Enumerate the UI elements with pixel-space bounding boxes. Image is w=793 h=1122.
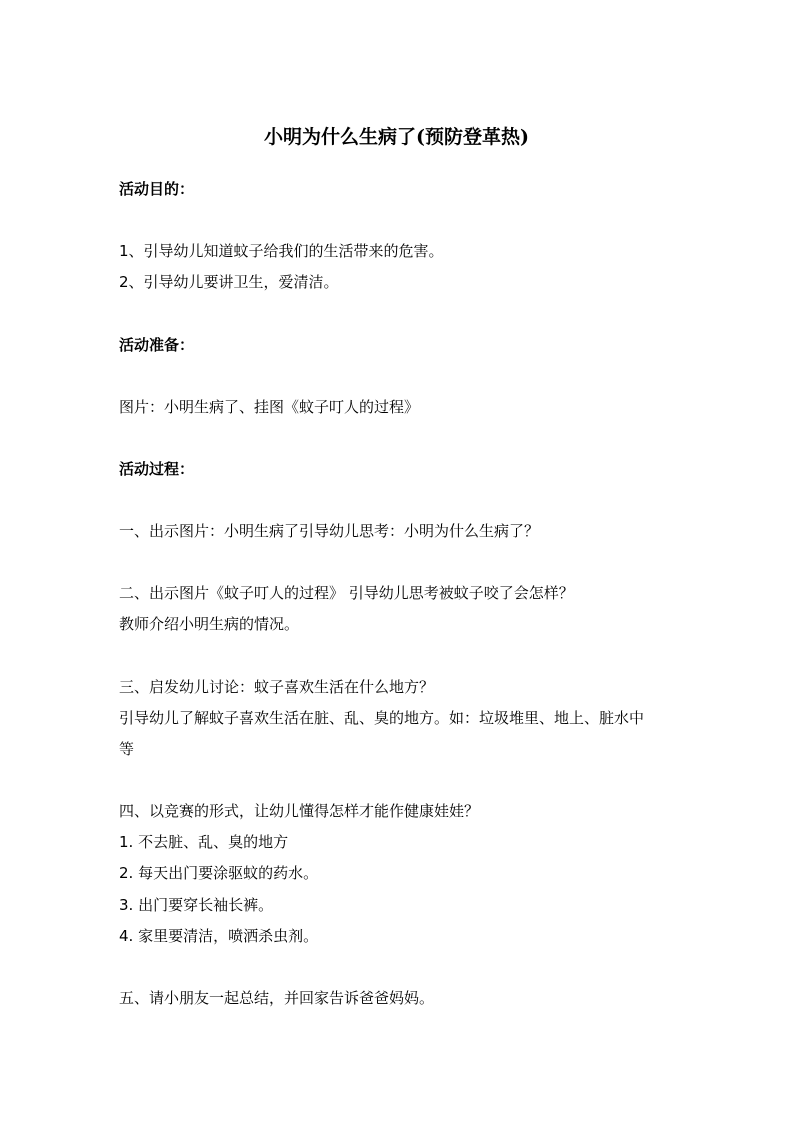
step-4-item: 2. 每天出门要涂驱蚊的药水。 <box>119 864 319 882</box>
process-heading: 活动过程： <box>119 460 195 478</box>
goal-item: 2、引导幼儿要讲卫生，爱清洁。 <box>119 273 339 291</box>
process-step-3-detail: 引导幼儿了解蚊子喜欢生活在脏、乱、臭的地方。如：垃圾堆里、地上、脏水中 <box>119 709 645 727</box>
process-step-3: 三、启发幼儿讨论：蚊子喜欢生活在什么地方？ <box>119 678 435 696</box>
step-4-item: 4. 家里要清洁，喷洒杀虫剂。 <box>119 927 319 945</box>
goal-item: 1、引导幼儿知道蚊子给我们的生活带来的危害。 <box>119 242 444 260</box>
document-title: 小明为什么生病了(预防登革热) <box>264 126 529 148</box>
process-step-1: 一、出示图片：小明生病了引导幼儿思考：小明为什么生病了？ <box>119 522 540 540</box>
preparation-text: 图片：小明生病了、挂图《蚊子叮人的过程》 <box>119 398 420 416</box>
process-step-4: 四、以竞赛的形式，让幼儿懂得怎样才能作健康娃娃？ <box>119 802 480 820</box>
preparation-heading: 活动准备： <box>119 336 195 354</box>
goals-heading: 活动目的： <box>119 180 195 198</box>
step-4-item: 3. 出门要穿长袖长裤。 <box>119 896 274 914</box>
process-step-3-detail-cont: 等 <box>119 740 135 758</box>
process-step-2-detail: 教师介绍小明生病的情况。 <box>119 615 300 633</box>
step-4-item: 1. 不去脏、乱、臭的地方 <box>119 833 289 851</box>
process-step-2: 二、出示图片《蚊子叮人的过程》 引导幼儿思考被蚊子咬了会怎样？ <box>119 584 574 602</box>
process-step-5: 五、请小朋友一起总结，并回家告诉爸爸妈妈。 <box>119 989 435 1007</box>
